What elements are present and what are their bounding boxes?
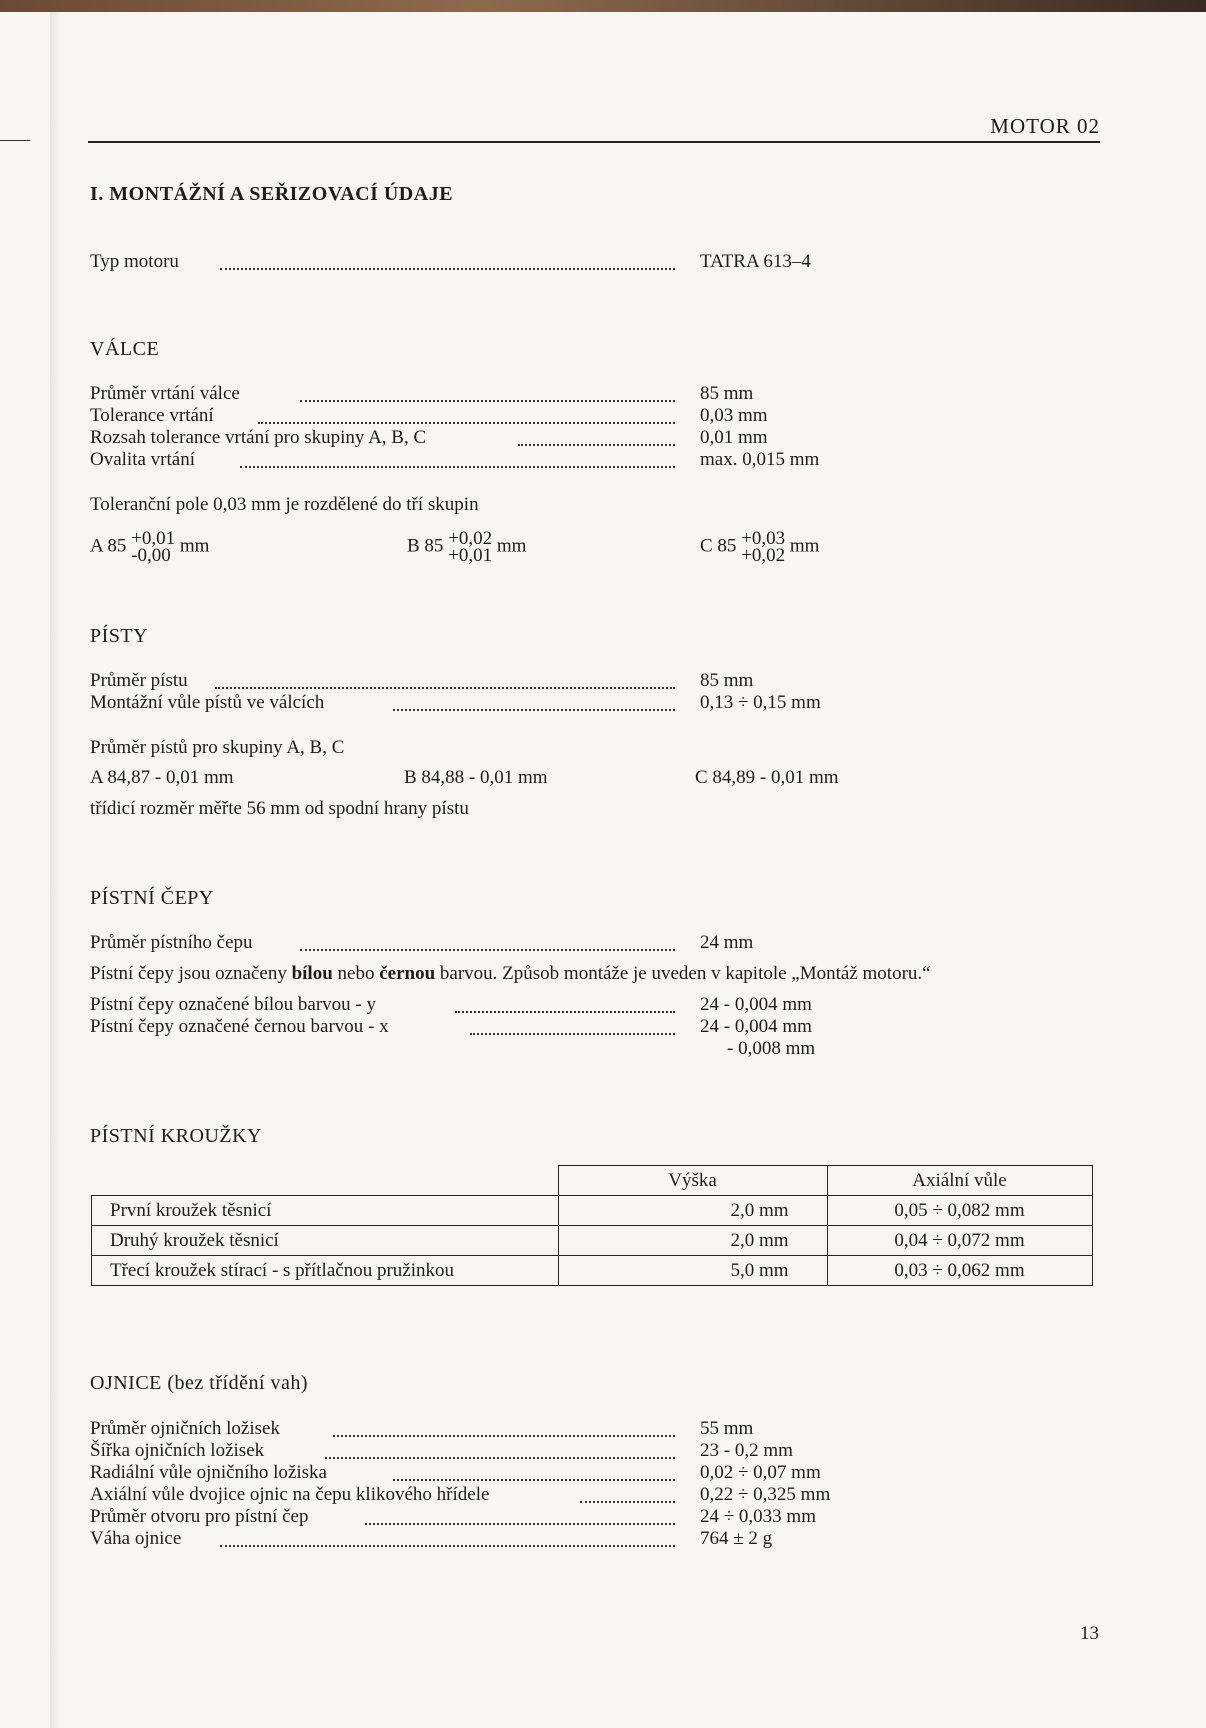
- ring-clearance: 0,04 ÷ 0,072 mm: [827, 1226, 1092, 1256]
- section-heading-pistons: PÍSTY: [90, 625, 149, 647]
- scan-top-edge: [0, 0, 1206, 12]
- leader-dots: [220, 1545, 675, 1547]
- rod-row-label: Šířka ojničních ložisek: [90, 1440, 265, 1461]
- page-number: 13: [1080, 1623, 1099, 1644]
- leader-dots: [240, 466, 675, 468]
- running-header: MOTOR 02: [990, 114, 1100, 138]
- rod-row-value: 55 mm: [700, 1418, 754, 1439]
- lower-dev: +0,02: [741, 545, 786, 566]
- rod-row-label: Průměr ojničních ložisek: [90, 1418, 280, 1439]
- rod-row-value: 0,02 ÷ 0,07 mm: [700, 1462, 821, 1483]
- tolerance-stack: [448, 530, 492, 564]
- table-row: [92, 1256, 1093, 1286]
- ring-height: 5,0 mm: [558, 1256, 827, 1286]
- leader-dots: [455, 1011, 675, 1013]
- cyl-group-c: [700, 530, 819, 564]
- rod-row-label: Průměr otvoru pro pístní čep: [90, 1506, 309, 1527]
- cyl-tolerance-note: Toleranční pole 0,03 mm je rozdělené do tří skupin: [90, 494, 479, 515]
- leader-dots: [220, 268, 675, 270]
- cyl-row-label: Ovalita vrtání: [90, 449, 195, 470]
- engine-type-label: Typ motoru: [90, 251, 179, 272]
- leader-dots: [518, 444, 675, 446]
- upper-dev: +0,01: [131, 528, 176, 549]
- section-heading-pins: PÍSTNÍ ČEPY: [90, 887, 214, 909]
- ring-height: 2,0 mm: [558, 1226, 827, 1256]
- lower-dev: +0,01: [448, 545, 493, 566]
- ring-clearance: 0,03 ÷ 0,062 mm: [827, 1256, 1092, 1286]
- cyl-group-a: [90, 530, 209, 564]
- pin-row-label: Pístní čepy označené bílou barvou - y: [90, 994, 376, 1015]
- group-base: A 85: [90, 535, 127, 557]
- piston-group-a: A 84,87 - 0,01 mm: [90, 767, 234, 788]
- piston-groups-label: Průměr pístů pro skupiny A, B, C: [90, 737, 345, 758]
- cyl-row-value: 0,01 mm: [700, 427, 768, 448]
- unit: mm: [789, 535, 820, 557]
- pin-row-label: Pístní čepy označené černou barvou - x: [90, 1016, 389, 1037]
- upper-dev: +0,03: [741, 528, 786, 549]
- pin-row-value: 24 - 0,004 mm: [700, 1016, 812, 1037]
- tolerance-stack: [741, 530, 785, 564]
- column-header: Axiální vůle: [827, 1166, 1092, 1196]
- pin-row-value: 24 - 0,004 mm: [700, 994, 812, 1015]
- sentence-bold: bílou: [291, 963, 333, 984]
- group-base: C 85: [700, 535, 737, 557]
- column-header: Výška: [558, 1166, 827, 1196]
- group-base: B 85: [407, 535, 444, 557]
- leader-dots: [393, 709, 675, 711]
- leader-dots: [580, 1501, 675, 1503]
- pin-row-value-2: - 0,008 mm: [727, 1038, 816, 1059]
- rings-table: [91, 1165, 1093, 1286]
- pin-diameter-label: Průměr pístního čepu: [90, 932, 253, 953]
- leader-dots: [365, 1523, 675, 1525]
- pin-marking-sentence: [90, 963, 931, 985]
- sentence-bold: černou: [379, 963, 436, 984]
- cyl-row-value: 85 mm: [700, 383, 754, 404]
- rod-row-label: Axiální vůle dvojice ojnic na čepu klikového hřídele: [90, 1484, 490, 1505]
- rod-row-label: Radiální vůle ojničního ložiska: [90, 1462, 327, 1483]
- rod-row-value: 764 ± 2 g: [700, 1528, 773, 1549]
- ring-name: První kroužek těsnicí: [92, 1196, 559, 1226]
- rod-row-value: 24 ÷ 0,033 mm: [700, 1506, 816, 1527]
- sentence-part: nebo: [332, 963, 380, 984]
- cyl-row-label: Průměr vrtání válce: [90, 383, 240, 404]
- sentence-part: Pístní čepy jsou označeny: [90, 963, 292, 984]
- piston-row-label: Montážní vůle pístů ve válcích: [90, 692, 325, 713]
- piston-group-b: B 84,88 - 0,01 mm: [404, 767, 548, 788]
- leader-dots: [300, 949, 675, 951]
- piston-row-value: 85 mm: [700, 670, 754, 691]
- table-row: [92, 1226, 1093, 1256]
- section-heading-rings: PÍSTNÍ KROUŽKY: [90, 1125, 262, 1147]
- lower-dev: -0,00: [131, 545, 171, 566]
- margin-mark: [0, 140, 30, 141]
- page-binding: [50, 12, 62, 1728]
- leader-dots: [470, 1033, 675, 1035]
- section-heading-rods: OJNICE (bez třídění vah): [90, 1372, 309, 1394]
- unit: mm: [496, 535, 527, 557]
- piston-sorting-note: třídicí rozměr měřte 56 mm od spodní hrany pístu: [90, 798, 469, 819]
- table-header-row: [92, 1166, 1093, 1196]
- page-title: I. MONTÁŽNÍ A SEŘIZOVACÍ ÚDAJE: [90, 183, 454, 205]
- cyl-group-b: [407, 530, 526, 564]
- rod-row-label: Váha ojnice: [90, 1528, 182, 1549]
- ring-clearance: 0,05 ÷ 0,082 mm: [827, 1196, 1092, 1226]
- rod-row-value: 23 - 0,2 mm: [700, 1440, 793, 1461]
- sentence-part: barvou. Způsob montáže je uveden v kapitole „Montáž motoru.“: [435, 963, 931, 984]
- upper-dev: +0,02: [448, 528, 493, 549]
- leader-dots: [258, 422, 675, 424]
- leader-dots: [393, 1479, 675, 1481]
- cyl-row-value: max. 0,015 mm: [700, 449, 820, 470]
- empty-cell: [92, 1166, 559, 1196]
- header-rule: [88, 141, 1100, 143]
- piston-row-value: 0,13 ÷ 0,15 mm: [700, 692, 821, 713]
- piston-group-c: C 84,89 - 0,01 mm: [695, 767, 839, 788]
- section-heading-cylinders: VÁLCE: [90, 338, 160, 360]
- cyl-row-label: Rozsah tolerance vrtání pro skupiny A, B, C: [90, 427, 427, 448]
- leader-dots: [325, 1457, 675, 1459]
- leader-dots: [300, 400, 675, 402]
- engine-type-value: TATRA 613–4: [700, 251, 811, 272]
- piston-row-label: Průměr pístu: [90, 670, 188, 691]
- ring-height: 2,0 mm: [558, 1196, 827, 1226]
- unit: mm: [179, 535, 210, 557]
- leader-dots: [333, 1435, 675, 1437]
- leader-dots: [215, 687, 675, 689]
- tolerance-stack: [131, 530, 175, 564]
- cyl-row-label: Tolerance vrtání: [90, 405, 214, 426]
- ring-name: Třecí kroužek stírací - s přítlačnou pružinkou: [92, 1256, 559, 1286]
- cyl-row-value: 0,03 mm: [700, 405, 768, 426]
- table-row: [92, 1196, 1093, 1226]
- pin-diameter-value: 24 mm: [700, 932, 754, 953]
- ring-name: Druhý kroužek těsnicí: [92, 1226, 559, 1256]
- rod-row-value: 0,22 ÷ 0,325 mm: [700, 1484, 831, 1505]
